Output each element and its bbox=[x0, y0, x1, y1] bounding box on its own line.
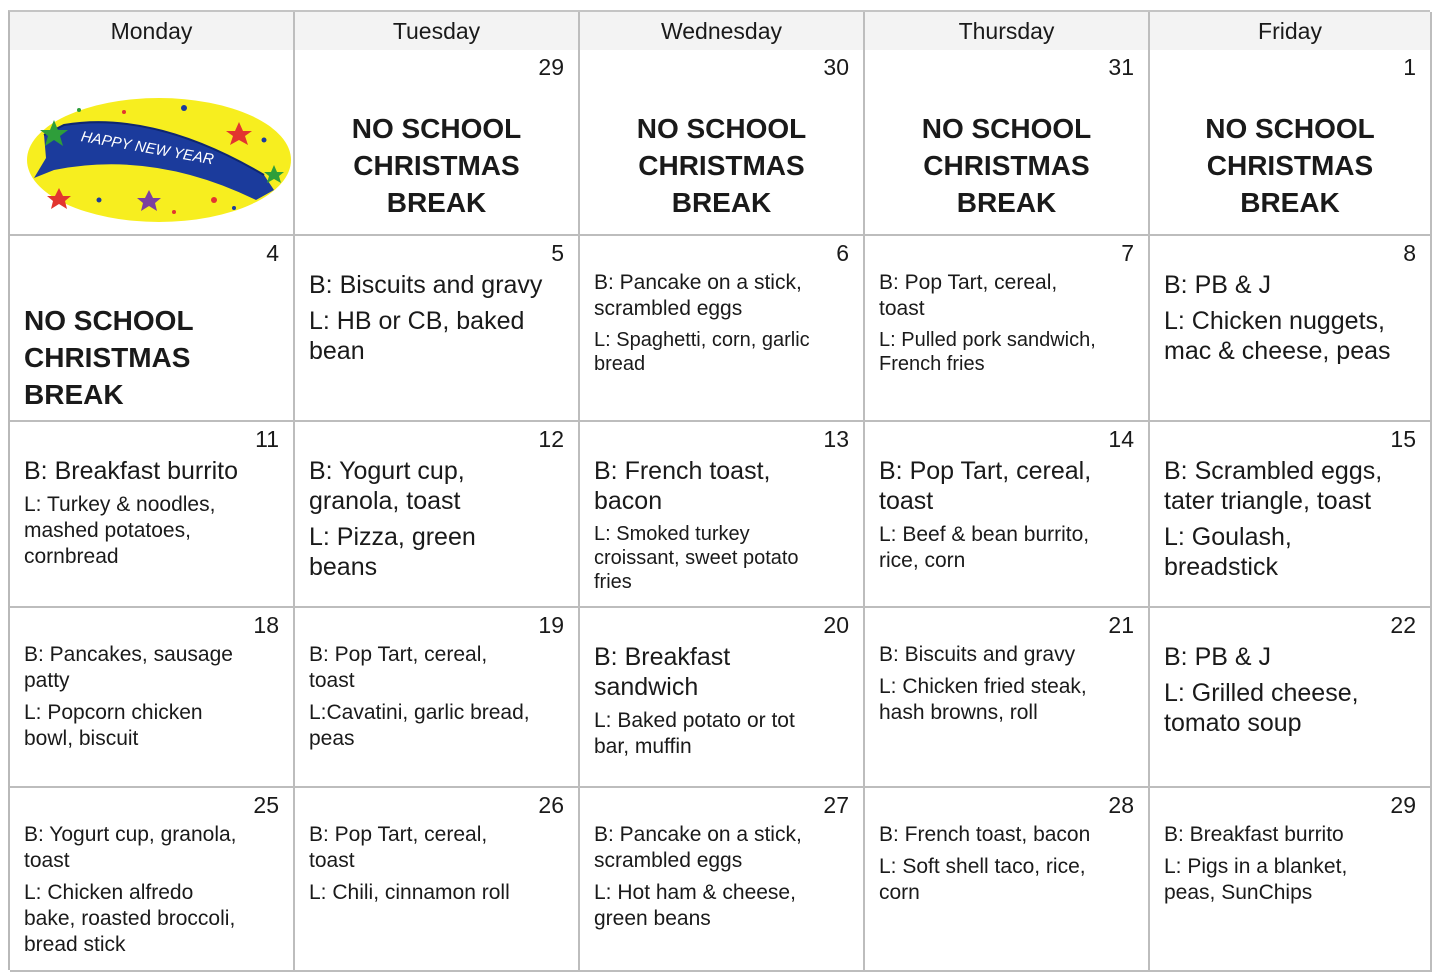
breakfast-item bbox=[594, 456, 855, 516]
lunch-line: L: Pulled pork sandwich, bbox=[879, 329, 1096, 351]
day-header-thursday: Thursday bbox=[865, 12, 1150, 50]
breakfast-item bbox=[1164, 642, 1422, 672]
breakfast-line: toast bbox=[309, 849, 355, 872]
lunch-item bbox=[1164, 522, 1422, 582]
menu-items bbox=[1164, 270, 1422, 366]
lunch-line: French fries bbox=[879, 353, 985, 375]
day-cell bbox=[10, 236, 295, 422]
date-number: 4 bbox=[266, 240, 279, 266]
date-number: 28 bbox=[1108, 792, 1134, 818]
lunch-item bbox=[24, 700, 285, 752]
day-cell bbox=[865, 422, 1150, 608]
lunch-line: L: Chili, cinnamon roll bbox=[309, 881, 510, 904]
menu-items bbox=[1164, 456, 1422, 582]
no-school-line: CHRISTMAS bbox=[638, 150, 805, 181]
breakfast-item bbox=[594, 822, 855, 874]
date-number: 21 bbox=[1108, 612, 1134, 638]
lunch-line: bread bbox=[594, 353, 646, 375]
day-cell bbox=[580, 236, 865, 422]
lunch-item bbox=[594, 522, 855, 594]
lunch-item bbox=[1164, 854, 1422, 906]
lunch-line: L: Chicken nuggets, bbox=[1164, 307, 1385, 335]
lunch-line: mashed potatoes, bbox=[24, 519, 191, 542]
lunch-line: bread stick bbox=[24, 933, 126, 956]
breakfast-line: B: Breakfast burrito bbox=[24, 457, 238, 485]
lunch-item bbox=[594, 328, 855, 376]
lunch-line: rice, corn bbox=[879, 549, 966, 572]
lunch-line: L: Pizza, green bbox=[309, 523, 476, 551]
menu-items bbox=[309, 822, 570, 906]
no-school-line: CHRISTMAS bbox=[24, 342, 191, 373]
breakfast-item bbox=[309, 642, 570, 694]
date-number: 8 bbox=[1403, 240, 1416, 266]
menu-items bbox=[594, 456, 855, 594]
day-cell bbox=[295, 422, 580, 608]
date-number: 11 bbox=[255, 426, 279, 452]
no-school-line: BREAK bbox=[386, 187, 487, 218]
breakfast-item bbox=[1164, 822, 1422, 848]
menu-items bbox=[594, 270, 855, 376]
lunch-line: L: Pigs in a blanket, bbox=[1164, 855, 1348, 878]
lunch-line: L: Baked potato or tot bbox=[594, 709, 795, 732]
breakfast-item bbox=[879, 270, 1140, 322]
day-cell bbox=[1150, 608, 1432, 788]
day-cell bbox=[295, 50, 580, 236]
menu-items bbox=[594, 822, 855, 932]
breakfast-line: B: Pancakes, sausage bbox=[24, 643, 233, 666]
breakfast-line: granola, toast bbox=[309, 487, 461, 515]
lunch-line: corn bbox=[879, 881, 920, 904]
lunch-line: L: Beef & bean burrito, bbox=[879, 523, 1090, 546]
lunch-item bbox=[1164, 306, 1422, 366]
lunch-item bbox=[879, 674, 1140, 726]
date-number: 30 bbox=[823, 54, 849, 80]
day-header-tuesday: Tuesday bbox=[295, 12, 580, 50]
day-cell bbox=[1150, 236, 1432, 422]
no-school-line: BREAK bbox=[1240, 187, 1340, 218]
date-number: 15 bbox=[1390, 426, 1416, 452]
no-school-notice bbox=[865, 110, 1148, 221]
date-number: 12 bbox=[538, 426, 564, 452]
menu-items bbox=[1164, 822, 1422, 906]
breakfast-line: toast bbox=[309, 669, 355, 692]
breakfast-line: B: French toast, bbox=[594, 457, 771, 485]
menu-items bbox=[309, 456, 570, 582]
lunch-item bbox=[24, 492, 285, 570]
date-number: 6 bbox=[836, 240, 849, 266]
day-header-monday: Monday bbox=[10, 12, 295, 50]
date-number: 7 bbox=[1121, 240, 1134, 266]
lunch-line: L: Popcorn chicken bbox=[24, 701, 203, 724]
no-school-notice bbox=[580, 110, 863, 221]
menu-items bbox=[879, 822, 1140, 906]
day-cell bbox=[10, 50, 295, 236]
menu-items bbox=[309, 270, 570, 366]
day-cell bbox=[580, 788, 865, 972]
no-school-line: BREAK bbox=[671, 187, 772, 218]
lunch-line: bowl, biscuit bbox=[24, 727, 139, 750]
breakfast-line: B: Scrambled eggs, bbox=[1164, 457, 1383, 485]
no-school-line: NO SCHOOL bbox=[351, 113, 522, 144]
date-number: 26 bbox=[538, 792, 564, 818]
breakfast-item bbox=[594, 642, 855, 702]
breakfast-line: B: Pancake on a stick, bbox=[594, 823, 802, 846]
day-cell bbox=[10, 608, 295, 788]
lunch-line: L: Smoked turkey bbox=[594, 523, 750, 545]
lunch-line: bean bbox=[309, 337, 365, 365]
happy-new-year-banner-icon bbox=[24, 80, 294, 230]
lunch-line: L: Soft shell taco, rice, bbox=[879, 855, 1086, 878]
breakfast-line: toast bbox=[24, 849, 70, 872]
lunch-item bbox=[879, 522, 1140, 574]
lunch-line: tomato soup bbox=[1164, 709, 1302, 737]
lunch-line: L: Turkey & noodles, bbox=[24, 493, 216, 516]
breakfast-line: B: Yogurt cup, granola, bbox=[24, 823, 237, 846]
breakfast-line: sandwich bbox=[594, 673, 699, 701]
lunch-item bbox=[1164, 678, 1422, 738]
lunch-item bbox=[879, 328, 1140, 376]
lunch-line: fries bbox=[594, 571, 632, 593]
no-school-line: NO SCHOOL bbox=[636, 113, 807, 144]
day-cell bbox=[1150, 50, 1432, 236]
date-number: 20 bbox=[823, 612, 849, 638]
breakfast-line: tater triangle, toast bbox=[1164, 487, 1372, 515]
lunch-line: L: Spaghetti, corn, garlic bbox=[594, 329, 810, 351]
breakfast-line: B: Pop Tart, cereal, bbox=[309, 643, 488, 666]
lunch-item bbox=[309, 522, 570, 582]
date-number: 18 bbox=[253, 612, 279, 638]
lunch-line: L: Chicken fried steak, bbox=[879, 675, 1087, 698]
lunch-item bbox=[879, 854, 1140, 906]
menu-items bbox=[309, 642, 570, 752]
lunch-item bbox=[24, 880, 285, 958]
lunch-line: L: HB or CB, baked bbox=[309, 307, 525, 335]
date-number: 1 bbox=[1403, 54, 1416, 80]
breakfast-item bbox=[879, 642, 1140, 668]
menu-items bbox=[879, 270, 1140, 376]
breakfast-item bbox=[309, 270, 570, 300]
lunch-item bbox=[309, 700, 570, 752]
day-cell bbox=[865, 50, 1150, 236]
breakfast-line: B: Pop Tart, cereal, bbox=[309, 823, 488, 846]
menu-items bbox=[24, 822, 285, 958]
no-school-line: CHRISTMAS bbox=[923, 150, 1090, 181]
breakfast-line: scrambled eggs bbox=[594, 849, 743, 872]
breakfast-line: toast bbox=[879, 487, 934, 515]
day-cell bbox=[580, 422, 865, 608]
day-cell bbox=[580, 50, 865, 236]
no-school-notice bbox=[295, 110, 578, 221]
lunch-line: bar, muffin bbox=[594, 735, 692, 758]
day-header-wednesday: Wednesday bbox=[580, 12, 865, 50]
lunch-line: bake, roasted broccoli, bbox=[24, 907, 236, 930]
day-cell bbox=[295, 788, 580, 972]
breakfast-line: B: PB & J bbox=[1164, 643, 1271, 671]
lunch-line: L:Cavatini, garlic bread, bbox=[309, 701, 530, 724]
breakfast-item bbox=[1164, 270, 1422, 300]
no-school-line: BREAK bbox=[24, 379, 124, 410]
no-school-line: BREAK bbox=[956, 187, 1057, 218]
breakfast-item bbox=[24, 822, 285, 874]
day-cell bbox=[1150, 422, 1432, 608]
menu-items bbox=[594, 642, 855, 760]
day-cell bbox=[1150, 788, 1432, 972]
date-number: 13 bbox=[823, 426, 849, 452]
breakfast-line: B: Pop Tart, cereal, bbox=[879, 457, 1092, 485]
breakfast-item bbox=[24, 642, 285, 694]
lunch-line: L: Chicken alfredo bbox=[24, 881, 194, 904]
no-school-line: NO SCHOOL bbox=[24, 305, 194, 336]
date-number: 22 bbox=[1390, 612, 1416, 638]
menu-items bbox=[879, 642, 1140, 726]
lunch-line: beans bbox=[309, 553, 378, 581]
breakfast-line: B: Breakfast burrito bbox=[1164, 823, 1344, 846]
date-number: 5 bbox=[551, 240, 564, 266]
lunch-line: mac & cheese, peas bbox=[1164, 337, 1391, 365]
lunch-line: peas bbox=[309, 727, 355, 750]
menu-calendar bbox=[8, 10, 1430, 970]
no-school-line: CHRISTMAS bbox=[353, 150, 520, 181]
day-cell bbox=[295, 608, 580, 788]
lunch-item bbox=[594, 880, 855, 932]
breakfast-item bbox=[879, 456, 1140, 516]
lunch-line: peas, SunChips bbox=[1164, 881, 1313, 904]
lunch-line: L: Grilled cheese, bbox=[1164, 679, 1359, 707]
no-school-line: NO SCHOOL bbox=[1205, 113, 1375, 144]
lunch-line: green beans bbox=[594, 907, 711, 930]
breakfast-line: B: Breakfast bbox=[594, 643, 731, 671]
date-number: 25 bbox=[253, 792, 279, 818]
breakfast-item bbox=[594, 270, 855, 322]
date-number: 27 bbox=[823, 792, 849, 818]
lunch-line: croissant, sweet potato bbox=[594, 547, 799, 569]
breakfast-item bbox=[309, 456, 570, 516]
breakfast-item bbox=[1164, 456, 1422, 516]
day-header-friday: Friday bbox=[1150, 12, 1432, 50]
happy-new-year-clipart bbox=[24, 80, 294, 230]
date-number: 29 bbox=[538, 54, 564, 80]
breakfast-line: bacon bbox=[594, 487, 663, 515]
day-cell bbox=[865, 608, 1150, 788]
date-number: 29 bbox=[1390, 792, 1416, 818]
lunch-line: L: Goulash, bbox=[1164, 523, 1292, 551]
breakfast-line: B: Pop Tart, cereal, bbox=[879, 271, 1058, 294]
no-school-line: CHRISTMAS bbox=[1206, 150, 1374, 181]
lunch-item bbox=[309, 306, 570, 366]
day-cell bbox=[580, 608, 865, 788]
day-cell bbox=[295, 236, 580, 422]
breakfast-item bbox=[309, 822, 570, 874]
breakfast-line: B: French toast, bacon bbox=[879, 823, 1091, 846]
day-cell bbox=[10, 422, 295, 608]
day-cell bbox=[865, 788, 1150, 972]
breakfast-line: patty bbox=[24, 669, 70, 692]
breakfast-line: B: Yogurt cup, bbox=[309, 457, 465, 485]
banner-text: HAPPY NEW YEAR bbox=[79, 128, 216, 169]
menu-items bbox=[1164, 642, 1422, 738]
breakfast-line: B: Biscuits and gravy bbox=[309, 271, 543, 299]
lunch-line: hash browns, roll bbox=[879, 701, 1038, 724]
breakfast-line: B: Pancake on a stick, bbox=[594, 271, 802, 294]
menu-items bbox=[24, 456, 285, 570]
breakfast-line: B: Biscuits and gravy bbox=[879, 643, 1076, 666]
lunch-item bbox=[594, 708, 855, 760]
day-cell bbox=[865, 236, 1150, 422]
date-number: 19 bbox=[538, 612, 564, 638]
no-school-notice bbox=[1150, 110, 1430, 221]
breakfast-line: B: PB & J bbox=[1164, 271, 1271, 299]
lunch-line: cornbread bbox=[24, 545, 119, 568]
date-number: 31 bbox=[1108, 54, 1134, 80]
breakfast-line: toast bbox=[879, 297, 925, 320]
no-school-line: NO SCHOOL bbox=[921, 113, 1092, 144]
day-cell bbox=[10, 788, 295, 972]
date-number: 14 bbox=[1108, 426, 1134, 452]
lunch-line: L: Hot ham & cheese, bbox=[594, 881, 796, 904]
breakfast-item bbox=[879, 822, 1140, 848]
breakfast-line: scrambled eggs bbox=[594, 297, 743, 320]
lunch-line: breadstick bbox=[1164, 553, 1278, 581]
menu-items bbox=[24, 642, 285, 752]
no-school-notice bbox=[10, 302, 293, 413]
menu-items bbox=[879, 456, 1140, 574]
breakfast-item bbox=[24, 456, 285, 486]
lunch-item bbox=[309, 880, 570, 906]
